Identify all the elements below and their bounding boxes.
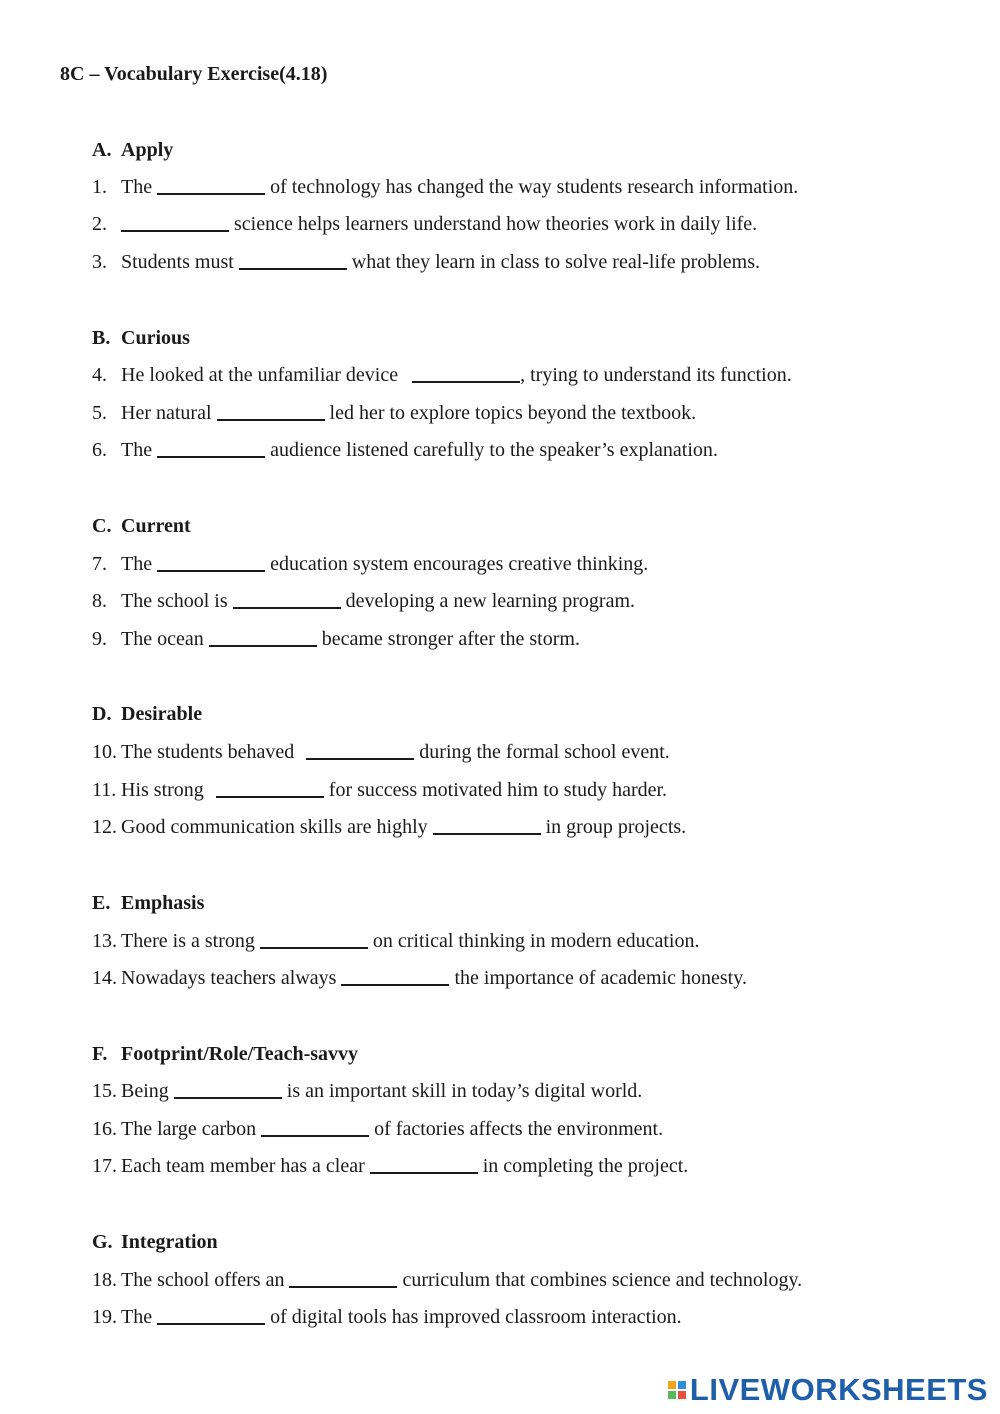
answer-blank[interactable] xyxy=(121,230,229,232)
item-text-after: the importance of academic honesty. xyxy=(454,967,747,989)
item-number: 16. xyxy=(92,1118,117,1140)
item-number: 4. xyxy=(92,364,107,386)
exercise-item-17 xyxy=(92,1154,688,1178)
item-text-after: what they learn in class to solve real-life problems. xyxy=(351,251,760,273)
item-number: 15. xyxy=(92,1080,117,1102)
answer-blank[interactable] xyxy=(157,1323,265,1325)
item-number: 6. xyxy=(92,439,107,461)
section-heading-e xyxy=(92,891,204,915)
section-letter: F. xyxy=(92,1043,108,1065)
item-text-after: in group projects. xyxy=(545,816,687,838)
answer-blank[interactable] xyxy=(157,193,265,195)
item-text-after: is an important skill in today’s digital world. xyxy=(286,1080,643,1102)
item-number: 7. xyxy=(92,553,107,575)
answer-blank[interactable] xyxy=(157,456,265,458)
exercise-item-19 xyxy=(92,1305,682,1329)
item-number: 1. xyxy=(92,176,107,198)
exercise-item-2 xyxy=(92,212,757,236)
section-name: Current xyxy=(121,515,191,537)
section-name: Integration xyxy=(121,1231,218,1253)
item-text-before: Students must xyxy=(121,251,234,273)
section-heading-g xyxy=(92,1230,218,1254)
answer-blank[interactable] xyxy=(216,796,324,798)
item-text-after: , trying to understand its function. xyxy=(520,364,792,386)
item-text-after: on critical thinking in modern education. xyxy=(372,930,700,952)
liveworksheets-logo xyxy=(668,1372,988,1408)
item-text-before: The xyxy=(121,1306,153,1328)
section-heading-a xyxy=(92,138,173,162)
item-text-after: education system encourages creative thinking. xyxy=(270,553,649,575)
section-name: Desirable xyxy=(121,703,203,725)
section-letter: D. xyxy=(92,703,112,725)
logo-text: LIVEWORKSHEETS xyxy=(689,1372,988,1407)
item-text-before: He looked at the unfamiliar device xyxy=(121,364,399,386)
item-number: 10. xyxy=(92,741,117,763)
answer-blank[interactable] xyxy=(370,1172,478,1174)
answer-blank[interactable] xyxy=(412,381,520,383)
item-number: 13. xyxy=(92,930,117,952)
item-text-after: curriculum that combines science and technology. xyxy=(402,1269,803,1291)
exercise-item-7 xyxy=(92,552,648,576)
answer-blank[interactable] xyxy=(261,1135,369,1137)
logo-mark-square xyxy=(678,1381,686,1389)
item-number: 2. xyxy=(92,213,107,235)
exercise-item-18 xyxy=(92,1268,802,1292)
item-text-before: His strong xyxy=(121,779,204,801)
section-letter: E. xyxy=(92,892,111,914)
item-text-before: Good communication skills are highly xyxy=(121,816,428,838)
logo-mark-square xyxy=(668,1391,676,1399)
answer-blank[interactable] xyxy=(209,645,317,647)
exercise-item-1 xyxy=(92,175,798,199)
item-text-after: during the formal school event. xyxy=(419,741,670,763)
item-number: 8. xyxy=(92,590,107,612)
exercise-item-12 xyxy=(92,815,686,839)
answer-blank[interactable] xyxy=(239,268,347,270)
item-number: 18. xyxy=(92,1269,117,1291)
answer-blank[interactable] xyxy=(341,984,449,986)
section-name: Footprint/Role/Teach-savvy xyxy=(121,1043,359,1065)
exercise-item-13 xyxy=(92,929,699,953)
answer-blank[interactable] xyxy=(289,1286,397,1288)
answer-blank[interactable] xyxy=(260,947,368,949)
item-text-after: in completing the project. xyxy=(482,1155,689,1177)
item-text-before: The xyxy=(121,553,153,575)
item-number: 17. xyxy=(92,1155,117,1177)
exercise-item-9 xyxy=(92,627,580,651)
section-heading-f xyxy=(92,1042,358,1066)
exercise-item-5 xyxy=(92,401,696,425)
item-text-before: The students behaved xyxy=(121,741,295,763)
section-heading-b xyxy=(92,326,190,350)
item-text-before: The ocean xyxy=(121,628,204,650)
item-text-before: The xyxy=(121,176,153,198)
item-text-after: became stronger after the storm. xyxy=(321,628,580,650)
exercise-item-4 xyxy=(92,363,792,387)
item-text-before: Nowadays teachers always xyxy=(121,967,337,989)
page-title: 8C – Vocabulary Exercise(4.18) xyxy=(60,63,328,85)
item-number: 14. xyxy=(92,967,117,989)
item-number: 3. xyxy=(92,251,107,273)
section-letter: C. xyxy=(92,515,112,537)
item-text-before: The xyxy=(121,439,153,461)
item-text-after: led her to explore topics beyond the textbook. xyxy=(329,402,697,424)
item-number: 12. xyxy=(92,816,117,838)
item-text-before: Each team member has a clear xyxy=(121,1155,365,1177)
item-text-before: There is a strong xyxy=(121,930,255,952)
section-heading-c xyxy=(92,514,191,538)
section-letter: B. xyxy=(92,327,111,349)
answer-blank[interactable] xyxy=(174,1097,282,1099)
answer-blank[interactable] xyxy=(306,758,414,760)
item-text-after: audience listened carefully to the speaker’s explanation. xyxy=(270,439,718,461)
item-text-before: The large carbon xyxy=(121,1118,257,1140)
item-text-after: science helps learners understand how theories work in daily life. xyxy=(234,213,758,235)
section-letter: G. xyxy=(92,1231,113,1253)
section-name: Emphasis xyxy=(121,892,205,914)
item-number: 11. xyxy=(92,779,117,801)
item-text-before: Her natural xyxy=(121,402,212,424)
item-text-before: The school is xyxy=(121,590,228,612)
section-name: Curious xyxy=(121,327,190,349)
section-heading-d xyxy=(92,702,202,726)
item-text-after: for success motivated him to study harder. xyxy=(328,779,668,801)
exercise-item-14 xyxy=(92,966,747,990)
item-text-before: The school offers an xyxy=(121,1269,285,1291)
exercise-item-10 xyxy=(92,740,670,764)
logo-mark-square xyxy=(678,1391,686,1399)
exercise-item-6 xyxy=(92,438,718,462)
item-text-after: developing a new learning program. xyxy=(345,590,636,612)
item-text-after: of digital tools has improved classroom interaction. xyxy=(270,1306,682,1328)
answer-blank[interactable] xyxy=(233,607,341,609)
item-text-after: of factories affects the environment. xyxy=(374,1118,664,1140)
logo-mark-icon xyxy=(668,1381,686,1399)
exercise-item-8 xyxy=(92,589,635,613)
item-text-before: Being xyxy=(121,1080,169,1102)
exercise-item-3 xyxy=(92,250,760,274)
item-number: 9. xyxy=(92,628,107,650)
section-name: Apply xyxy=(121,139,174,161)
answer-blank[interactable] xyxy=(157,570,265,572)
answer-blank[interactable] xyxy=(217,419,325,421)
exercise-item-16 xyxy=(92,1117,663,1141)
exercise-item-15 xyxy=(92,1079,642,1103)
answer-blank[interactable] xyxy=(433,833,541,835)
item-number: 19. xyxy=(92,1306,117,1328)
logo-mark-square xyxy=(668,1381,676,1389)
item-number: 5. xyxy=(92,402,107,424)
exercise-item-11 xyxy=(92,778,667,802)
item-text-after: of technology has changed the way students research information. xyxy=(270,176,799,198)
section-letter: A. xyxy=(92,139,112,161)
